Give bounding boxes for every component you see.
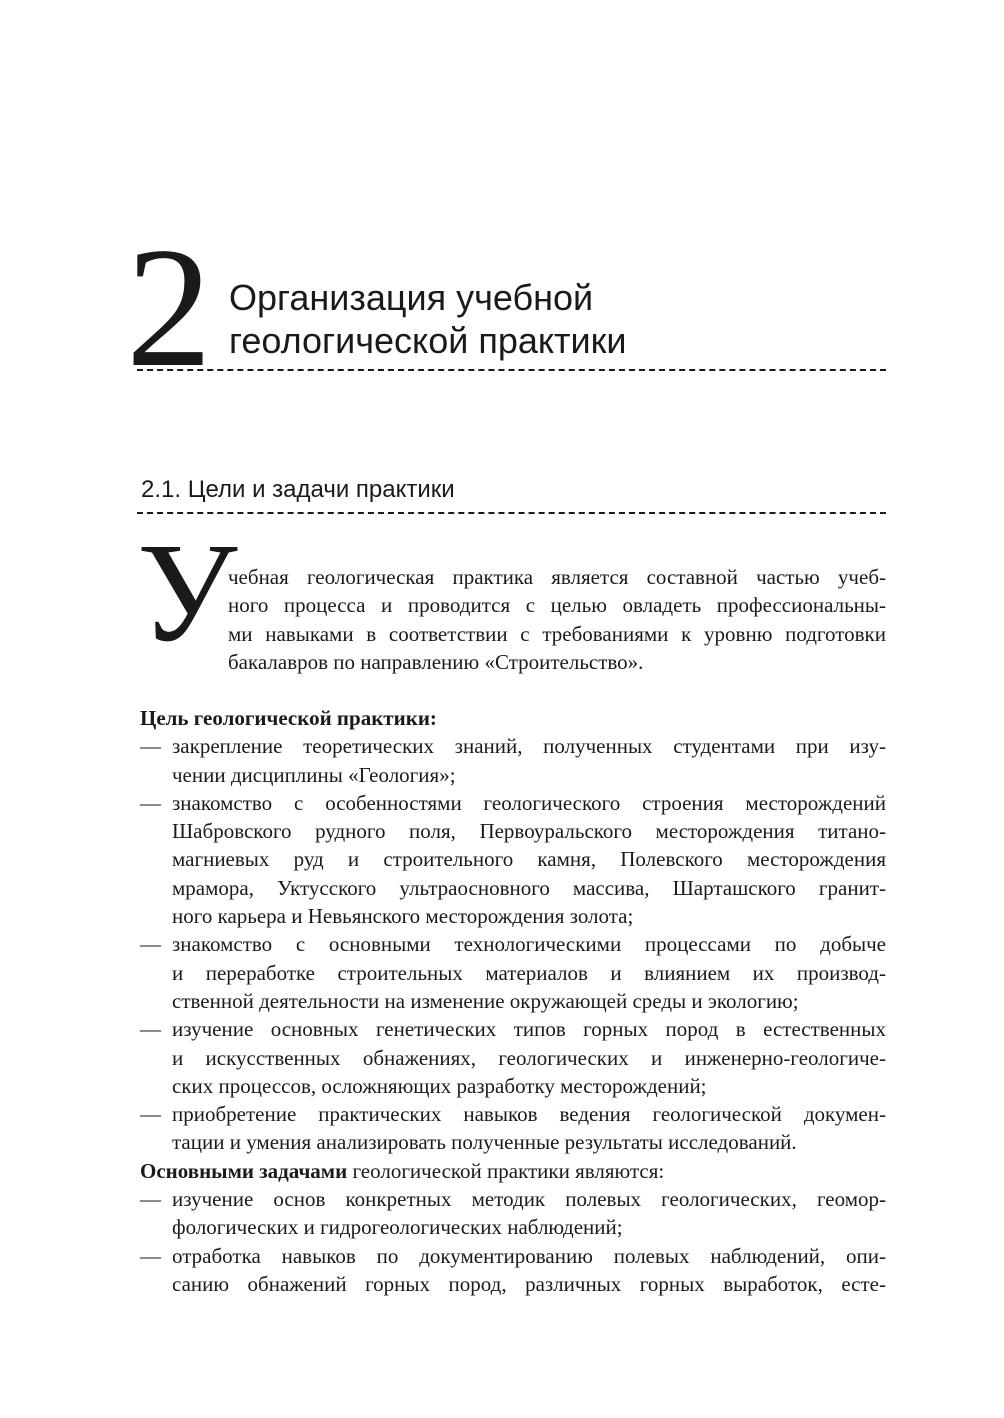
list-item-line: ного карьера и Невьянского месторождения золота; bbox=[172, 904, 634, 929]
list-item-line: мрамора, Уктусского ультраосновного массива, Шарташского гранит- bbox=[172, 875, 886, 900]
list-item-line: знакомство с основными технологическими процессами по добыче bbox=[172, 932, 886, 957]
list-item-line: закрепление теоретических знаний, полученных студентами при изу- bbox=[172, 734, 886, 759]
chapter-title-line: геологической практики bbox=[229, 320, 627, 361]
list-item-line: изучение основ конкретных методик полевых геологических, геомор- bbox=[172, 1187, 886, 1212]
list-item-line: фологических и гидрогеологических наблюдений; bbox=[172, 1215, 623, 1240]
list-item-line: отработка навыков по документированию полевых наблюдений, опи- bbox=[172, 1243, 886, 1268]
goal-list-item bbox=[140, 1015, 886, 1100]
list-dash: — bbox=[140, 1243, 161, 1268]
list-dash: — bbox=[140, 1017, 161, 1042]
list-item-line: ственной деятельности на изменение окружающей среды и экологию; bbox=[172, 988, 799, 1013]
list-dash: — bbox=[140, 932, 161, 957]
section-divider bbox=[137, 512, 886, 514]
chapter-title bbox=[229, 276, 889, 362]
list-item-line: чении дисциплины «Геология»; bbox=[172, 762, 456, 787]
intro-line: чебная геологическая практика является составной частью учеб- bbox=[228, 565, 886, 589]
tasks-heading-rest: геологической практики являются: bbox=[347, 1158, 665, 1183]
list-item-line: и переработке строительных материалов и влиянием их производ- bbox=[172, 960, 886, 985]
list-item-line: изучение основных генетических типов горных пород в естественных bbox=[172, 1017, 886, 1042]
chapter-title-line: Организация учебной bbox=[229, 277, 594, 318]
list-item-line: тации и умения анализировать полученные результаты исследований. bbox=[172, 1130, 797, 1155]
goal-list-item bbox=[140, 789, 886, 930]
section-heading: 2.1. Цели и задачи практики bbox=[141, 476, 455, 503]
list-dash: — bbox=[140, 734, 161, 759]
intro-line: ного процесса и проводится с целью овладеть профессиональны- bbox=[228, 593, 886, 618]
list-dash: — bbox=[140, 1187, 161, 1212]
goal-list-item bbox=[140, 1100, 886, 1157]
list-item-line: Шабровского рудного поля, Первоуральского месторождения титано- bbox=[172, 819, 886, 844]
tasks-heading-bold: Основными задачами bbox=[140, 1158, 348, 1183]
intro-line: бакалавров по направлению «Строительство». bbox=[228, 649, 644, 674]
list-item-line: ских процессов, осложняющих разработку месторождений; bbox=[172, 1073, 707, 1098]
goal-list-item bbox=[140, 930, 886, 1015]
task-list-item bbox=[140, 1185, 886, 1242]
drop-cap: У bbox=[137, 513, 238, 671]
goal-list-item bbox=[140, 732, 886, 789]
list-item-line: магниевых руд и строительного камня, Полевского месторождения bbox=[172, 847, 886, 872]
chapter-number: 2 bbox=[126, 213, 212, 403]
main-text bbox=[140, 704, 886, 1298]
list-dash: — bbox=[140, 1102, 161, 1127]
list-item-line: и искусственных обнажениях, геологических и инженерно-геологиче- bbox=[172, 1045, 886, 1070]
tasks-heading bbox=[140, 1157, 886, 1185]
list-item-line: знакомство с особенностями геологического строения месторождений bbox=[172, 790, 886, 815]
goal-heading: Цель геологической практики: bbox=[140, 706, 437, 730]
intro-paragraph bbox=[228, 563, 886, 676]
intro-line: ми навыками в соответствии с требованиями к уровню подготовки bbox=[228, 621, 886, 646]
chapter-divider bbox=[137, 369, 886, 371]
list-item-line: санию обнажений горных пород, различных горных выработок, есте- bbox=[172, 1271, 886, 1296]
list-item-line: приобретение практических навыков ведения геологической докумен- bbox=[172, 1102, 886, 1127]
task-list-item bbox=[140, 1242, 886, 1299]
list-dash: — bbox=[140, 790, 161, 815]
